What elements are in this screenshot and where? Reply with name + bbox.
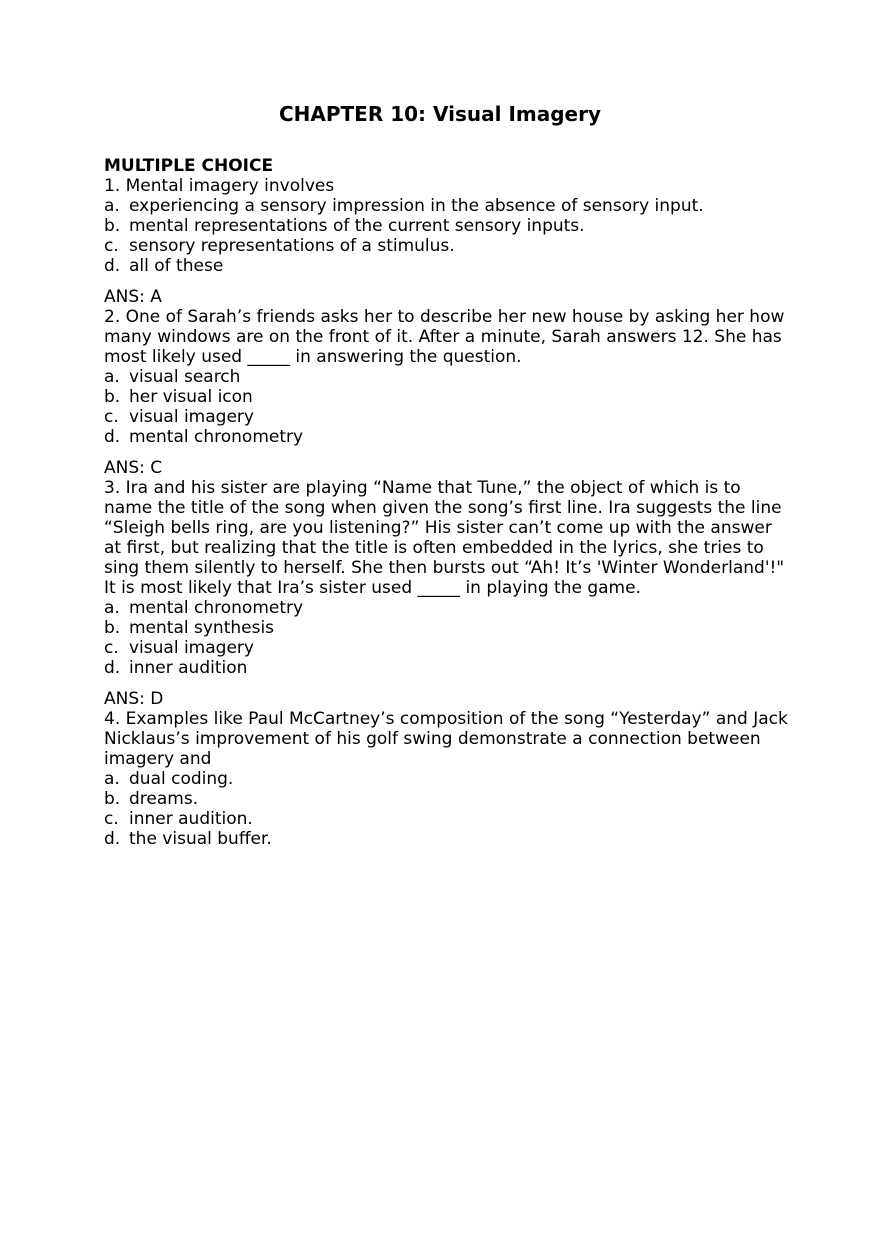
option-a <box>104 196 794 216</box>
answer-key: ANS: D <box>104 689 164 709</box>
option-a <box>104 367 794 387</box>
option-text: visual imagery <box>129 638 254 658</box>
option-letter: a. <box>104 367 120 387</box>
question-stem: 1. Mental imagery involves <box>104 176 335 196</box>
option-letter: b. <box>104 387 121 407</box>
option-letter: c. <box>104 809 119 829</box>
option-a <box>104 598 794 618</box>
question-3 <box>104 478 794 709</box>
option-text: the visual buffer. <box>129 829 272 849</box>
option-text: dual coding. <box>129 769 234 789</box>
question-list <box>104 156 794 849</box>
option-letter: c. <box>104 638 119 658</box>
option-text: inner audition. <box>129 809 253 829</box>
option-text: visual imagery <box>129 407 254 427</box>
option-b <box>104 618 794 638</box>
option-c <box>104 407 794 427</box>
option-text: experiencing a sensory impression in the absence of sensory input. <box>129 196 704 216</box>
option-letter: b. <box>104 618 121 638</box>
option-letter: b. <box>104 216 121 236</box>
option-letter: b. <box>104 789 121 809</box>
page-title: CHAPTER 10: Visual Imagery <box>278 102 601 126</box>
option-d <box>104 658 794 678</box>
option-d <box>104 427 794 447</box>
option-letter: d. <box>104 256 121 276</box>
option-list <box>104 598 794 678</box>
question-1 <box>104 176 794 307</box>
answer-key: ANS: C <box>104 458 163 478</box>
option-a <box>104 769 794 789</box>
question-2 <box>104 307 794 478</box>
option-b <box>104 216 794 236</box>
option-text: mental chronometry <box>129 598 304 618</box>
option-c <box>104 809 794 829</box>
option-list <box>104 196 794 276</box>
option-letter: c. <box>104 236 119 256</box>
option-d <box>104 256 794 276</box>
option-c <box>104 638 794 658</box>
option-text: dreams. <box>129 789 199 809</box>
option-text: mental synthesis <box>129 618 275 638</box>
option-text: visual search <box>129 367 241 387</box>
option-letter: a. <box>104 598 120 618</box>
option-text: sensory representations of a stimulus. <box>129 236 455 256</box>
option-list <box>104 769 794 849</box>
section-heading: MULTIPLE CHOICE <box>104 156 274 176</box>
option-text: all of these <box>129 256 224 276</box>
question-4 <box>104 709 794 849</box>
option-letter: d. <box>104 427 121 447</box>
option-d <box>104 829 794 849</box>
question-stem: 3. Ira and his sister are playing “Name that Tune,” the object of which is to name the title of the song when given the song’s first line. Ira suggests the line “Sleigh bells ring, are you listening?” His sister can’t come up with the answer at first, but realizing that the title is often embedded in the lyrics, she tries to sing them silently to herself. She then bursts out “Ah! It’s 'Winter Wonderland'!" It is most likely that Ira’s sister used _____ in playing the game. <box>104 478 795 598</box>
option-text: mental representations of the current sensory inputs. <box>129 216 585 236</box>
option-text: inner audition <box>129 658 248 678</box>
answer-key: ANS: A <box>104 287 162 307</box>
option-text: mental chronometry <box>129 427 304 447</box>
option-letter: c. <box>104 407 119 427</box>
question-stem: 4. Examples like Paul McCartney’s composition of the song “Yesterday” and Jack Nicklaus’s improvement of his golf swing demonstrate a connection between imagery and <box>104 709 794 769</box>
option-letter: d. <box>104 829 121 849</box>
option-letter: d. <box>104 658 121 678</box>
option-list <box>104 367 794 447</box>
option-letter: a. <box>104 196 120 216</box>
option-b <box>104 789 794 809</box>
question-stem: 2. One of Sarah’s friends asks her to describe her new house by asking her how many windows are on the front of it. After a minute, Sarah answers 12. She has most likely used _____ in answering the question. <box>104 307 790 367</box>
option-b <box>104 387 794 407</box>
option-letter: a. <box>104 769 120 789</box>
option-text: her visual icon <box>129 387 253 407</box>
option-c <box>104 236 794 256</box>
